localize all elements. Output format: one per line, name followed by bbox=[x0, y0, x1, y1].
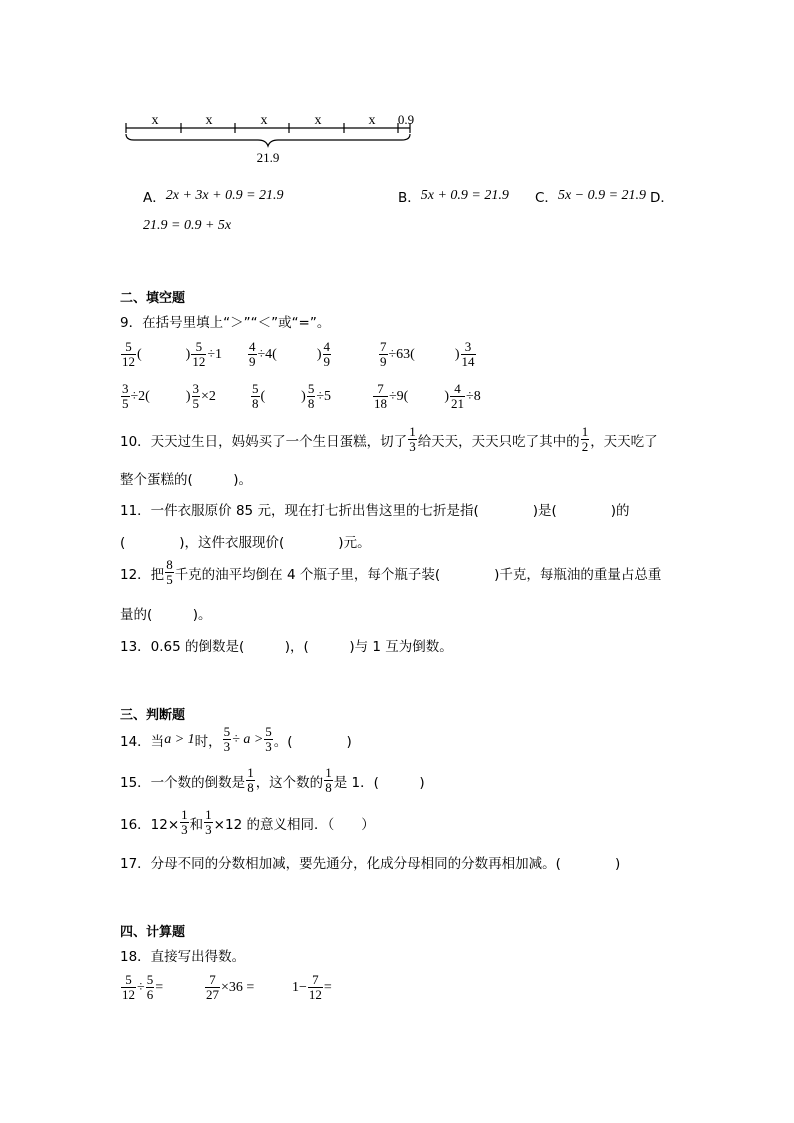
q16-text: 16．12× $\frac{1}{3}$ 和 $\frac{1}{3}$ ×12 的意义相同．（ ） bbox=[120, 807, 375, 837]
option-d-equation: 21.9 = 0.9 + 5x bbox=[143, 218, 232, 233]
option-d: D． bbox=[650, 190, 674, 206]
segment-diagram bbox=[118, 108, 428, 166]
q18-text: 18．直接写出得数。 bbox=[120, 949, 246, 965]
q18-expr-3: 1− $\frac{7}{12}$ = bbox=[292, 972, 332, 1002]
q11-line1: 11．一件衣服原价 85 元，现在打七折出售这里的七折是指( )是( )的 bbox=[120, 503, 630, 519]
q9-item-1: $\frac{5}{12}$ ( ) $\frac{5}{12}$ ÷1 bbox=[122, 339, 223, 369]
q11-line2: ( )，这件衣服现价( )元。 bbox=[120, 535, 371, 551]
q9-item-5: $\frac{5}{8}$ ( ) $\frac{5}{8}$ ÷5 bbox=[252, 381, 332, 411]
q10-line2: 整个蛋糕的( )。 bbox=[120, 472, 253, 488]
q17-text: 17．分母不同的分数相加减，要先通分，化成分母相同的分数再相加减。( ) bbox=[120, 856, 621, 872]
total-label: 21.9 bbox=[256, 150, 280, 165]
q9-item-4: $\frac{3}{5}$ ÷2( ) $\frac{3}{5}$ ×2 bbox=[122, 381, 216, 411]
q13-text: 13．0.65 的倒数是( )，( )与 1 互为倒数。 bbox=[120, 639, 453, 655]
section-3-title: 三、判断题 bbox=[120, 708, 186, 723]
q18-expr-2: $\frac{7}{27}$ ×36 = bbox=[206, 972, 255, 1002]
end-label: 0.9 bbox=[397, 112, 415, 127]
section-4-title: 四、计算题 bbox=[120, 925, 186, 940]
segment-label-4: x bbox=[314, 113, 322, 128]
section-2-title: 二、填空题 bbox=[120, 291, 186, 306]
segment-label-2: x bbox=[205, 113, 213, 128]
q15-text: 15．一个数的倒数是 $\frac{1}{8}$ ，这个数的 $\frac{1}{8}$ 是 1．( ) bbox=[120, 765, 425, 795]
q12-line1: 12．把 $\frac{8}{5}$ 千克的油平均倒在 4 个瓶子里，每个瓶子装( )千克，每瓶油的重量占总重 bbox=[120, 557, 662, 587]
segment-label-3: x bbox=[260, 113, 268, 128]
q9-item-2: $\frac{4}{9}$ ÷4( ) $\frac{4}{9}$ bbox=[249, 339, 331, 369]
q18-expr-1: $\frac{5}{12}$ ÷ $\frac{5}{6}$ = bbox=[122, 972, 164, 1002]
q10-line1: 10．天天过生日，妈妈买了一个生日蛋糕，切了 $\frac{1}{3}$ 给天天，天天只吃了其中的 $\frac{1}{2}$ ，天天吃了 bbox=[120, 424, 658, 454]
option-a: A． 2x + 3x + 0.9 = 21.9 bbox=[143, 188, 284, 206]
q9-item-6: $\frac{7}{18}$ ÷9( ) $\frac{4}{21}$ ÷8 bbox=[374, 381, 481, 411]
segment-label-1: x bbox=[151, 113, 159, 128]
q14-text: 14．当 a > 1 时， $\frac{5}{3}$ ÷ a > $\frac{5}{3}$ 。( ) bbox=[120, 724, 352, 754]
option-c: C． 5x − 0.9 = 21.9 bbox=[535, 188, 647, 206]
q9-text: 9．在括号里填上“＞”“＜”或“=”。 bbox=[120, 315, 331, 331]
q9-item-3: $\frac{7}{9}$ ÷63( ) $\frac{3}{14}$ bbox=[380, 339, 475, 369]
option-b: B． 5x + 0.9 = 21.9 bbox=[398, 188, 509, 206]
segment-label-5: x bbox=[368, 113, 376, 128]
q12-line2: 量的( )。 bbox=[120, 607, 212, 623]
